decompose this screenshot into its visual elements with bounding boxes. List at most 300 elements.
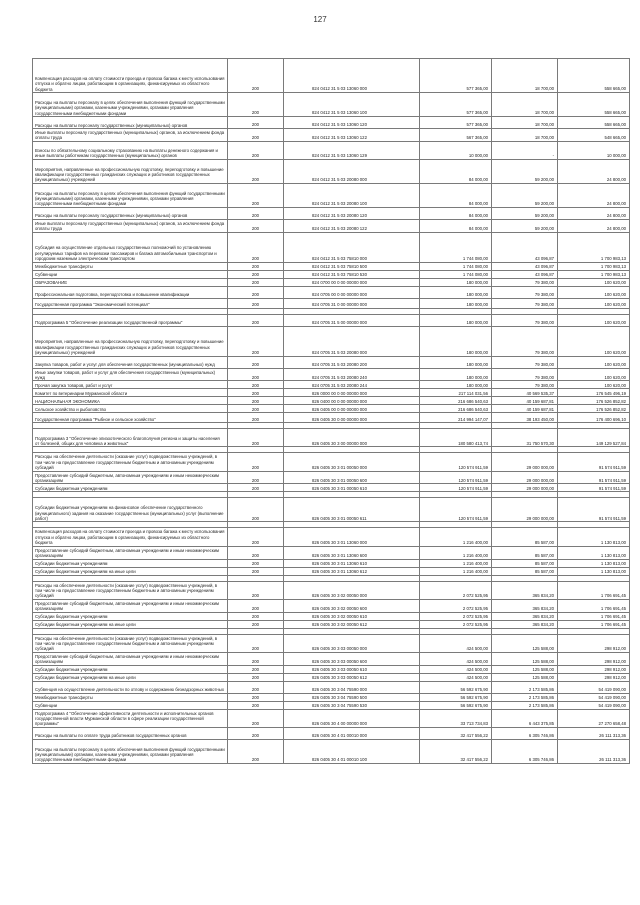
table-row xyxy=(33,389,630,397)
table-row xyxy=(33,368,630,381)
table-row xyxy=(33,413,630,423)
table-row xyxy=(33,681,630,693)
row-line-code-cell: 200 xyxy=(228,262,284,270)
row-budget-code-cell: 826 0405 30 3 03 00050 000 xyxy=(284,634,420,652)
row-unexecuted-amount-cell: 1 130 813,00 xyxy=(558,546,630,559)
row-executed-amount-cell: 6 305 746,86 xyxy=(492,739,558,763)
row-unexecuted-amount-cell: 10 000,00 xyxy=(558,141,630,159)
table-row xyxy=(33,727,630,739)
row-approved-amount-cell: 567 365,00 xyxy=(420,129,492,142)
row-line-code-cell: 200 xyxy=(228,739,284,763)
row-budget-code-cell: 824 0412 31 5 03 75810 000 xyxy=(284,232,420,262)
row-unexecuted-amount-cell: 1 700 983,13 xyxy=(558,232,630,262)
row-name-cell: Подпрограмма 3 "Обеспечение эпизоотического благополучия региона и защиты населения от болезней, общих для человека и животных" xyxy=(33,429,228,447)
row-executed-amount-cell: 31 750 570,30 xyxy=(492,429,558,447)
row-budget-code-cell: 826 0405 30 3 01 13060 610 xyxy=(284,559,420,567)
row-executed-amount-cell: 43 096,87 xyxy=(492,270,558,278)
row-unexecuted-amount-cell: 91 574 911,59 xyxy=(558,498,630,522)
table-row xyxy=(33,298,630,308)
row-name-cell: Подпрограмма 5 "Обеспечение реализации государственной программы" xyxy=(33,314,228,326)
row-executed-amount-cell: 43 096,87 xyxy=(492,262,558,270)
row-approved-amount-cell: 1 744 080,00 xyxy=(420,270,492,278)
row-name-cell: Прочая закупка товаров, работ и услуг xyxy=(33,381,228,389)
table-row xyxy=(33,141,630,159)
table-row xyxy=(33,693,630,701)
row-name-cell: Взносы по обязательному социальному страхованию на выплаты денежного содержания и иные выплаты работникам государственных (муниципальных) органов xyxy=(33,141,228,159)
row-unexecuted-amount-cell: 1 706 691,45 xyxy=(558,620,630,628)
row-unexecuted-amount-cell: 548 665,00 xyxy=(558,129,630,142)
row-budget-code-cell: 826 0405 30 4 01 00010 000 xyxy=(284,727,420,739)
table-row xyxy=(33,701,630,709)
row-executed-amount-cell: 29 000 000,00 xyxy=(492,498,558,522)
row-line-code-cell: 200 xyxy=(228,93,284,117)
row-line-code-cell: 200 xyxy=(228,368,284,381)
row-budget-code-cell: 824 0705 31 0 00 00000 000 xyxy=(284,298,420,308)
row-executed-amount-cell: 29 000 000,00 xyxy=(492,471,558,484)
row-executed-amount-cell: 40 569 535,37 xyxy=(492,389,558,397)
row-unexecuted-amount-cell: 26 111 313,36 xyxy=(558,727,630,739)
row-executed-amount-cell: 365 834,20 xyxy=(492,581,558,599)
row-executed-amount-cell: 85 587,00 xyxy=(492,559,558,567)
row-line-code-cell: 200 xyxy=(228,298,284,308)
row-line-code-cell: 200 xyxy=(228,709,284,727)
row-line-code-cell: 200 xyxy=(228,453,284,471)
row-line-code-cell: 200 xyxy=(228,159,284,183)
row-name-cell: Субсидии бюджетным учреждениям xyxy=(33,484,228,492)
row-name-cell: Иные выплаты персоналу государственных (муниципальных) органов, за исключением фонда оплаты труда xyxy=(33,219,228,232)
table-row xyxy=(33,117,630,129)
row-budget-code-cell: 826 0405 30 3 04 75590 530 xyxy=(284,701,420,709)
row-budget-code-cell: 824 0412 31 5 03 13060 122 xyxy=(284,129,420,142)
row-line-code-cell: 200 xyxy=(228,286,284,298)
row-executed-amount-cell: 365 834,20 xyxy=(492,599,558,612)
table-body xyxy=(33,59,630,764)
row-unexecuted-amount-cell: 298 912,00 xyxy=(558,652,630,665)
row-executed-amount-cell: 59 200,00 xyxy=(492,183,558,207)
row-name-cell: Государственная программа "Рыбное и сельское хозяйство" xyxy=(33,413,228,423)
row-name-cell: Расходы на выплаты персоналу в целях обеспечения выполнения функций государственными (муниципальными) органами, казенными учреждениями, органами управления государственными внебюджетными фондами xyxy=(33,183,228,207)
table-row xyxy=(33,665,630,673)
row-name-cell: Расходы на обеспечение деятельности (оказание услуг) подведомственных учреждений, в том числе на предоставление государственным бюджетным и автономным учреждениям субсидий xyxy=(33,453,228,471)
row-line-code-cell: 200 xyxy=(228,484,284,492)
row-unexecuted-amount-cell: 298 912,00 xyxy=(558,673,630,681)
row-name-cell: Предоставление субсидий бюджетным, автономным учреждениям и иным некоммерческим организациям xyxy=(33,599,228,612)
row-budget-code-cell: 826 0405 30 3 02 00050 612 xyxy=(284,620,420,628)
row-name-cell: Комитет по ветеринарии Мурманской области xyxy=(33,389,228,397)
row-unexecuted-amount-cell: 558 665,00 xyxy=(558,59,630,93)
row-executed-amount-cell: 125 588,00 xyxy=(492,652,558,665)
row-line-code-cell: 200 xyxy=(228,673,284,681)
table-row xyxy=(33,652,630,665)
row-name-cell: Расходы на выплаты персоналу государственных (муниципальных) органов xyxy=(33,207,228,219)
budget-execution-table xyxy=(32,58,630,764)
row-executed-amount-cell: 79 380,00 xyxy=(492,314,558,326)
row-unexecuted-amount-cell: 298 912,00 xyxy=(558,634,630,652)
row-executed-amount-cell: 2 173 585,86 xyxy=(492,693,558,701)
table-row xyxy=(33,381,630,389)
row-approved-amount-cell: 214 994 147,07 xyxy=(420,413,492,423)
table-row xyxy=(33,326,630,356)
row-executed-amount-cell: 79 380,00 xyxy=(492,356,558,368)
row-executed-amount-cell: 40 159 687,81 xyxy=(492,397,558,405)
row-budget-code-cell: 824 0700 00 0 00 00000 000 xyxy=(284,278,420,286)
row-unexecuted-amount-cell: 1 706 691,45 xyxy=(558,599,630,612)
row-name-cell: Субсидии бюджетным учреждениям xyxy=(33,612,228,620)
row-unexecuted-amount-cell: 26 111 313,36 xyxy=(558,739,630,763)
table-row xyxy=(33,484,630,492)
row-executed-amount-cell: 125 588,00 xyxy=(492,634,558,652)
row-line-code-cell: 200 xyxy=(228,498,284,522)
row-name-cell: Субсидии бюджетным учреждениям xyxy=(33,559,228,567)
row-name-cell: Компенсация расходов на оплату стоимости проезда и провоза багажа к месту использования отпуска и обратно лицам, работающим в организациях, финансируемых из областного бюджета xyxy=(33,528,228,546)
table-row xyxy=(33,559,630,567)
row-name-cell: Предоставление субсидий бюджетным, автономным учреждениям и иным некоммерческим организациям xyxy=(33,471,228,484)
row-unexecuted-amount-cell: 100 620,00 xyxy=(558,381,630,389)
row-line-code-cell: 200 xyxy=(228,141,284,159)
row-line-code-cell: 200 xyxy=(228,278,284,286)
table-row xyxy=(33,262,630,270)
row-name-cell: Подпрограмма 4 "Обеспечение эффективности деятельности и исполнительных органов государственной власти Мурманской области в сфере реализации государственной программы" xyxy=(33,709,228,727)
row-unexecuted-amount-cell: 1 130 813,00 xyxy=(558,559,630,567)
row-approved-amount-cell: 216 686 540,63 xyxy=(420,405,492,413)
row-executed-amount-cell: 79 380,00 xyxy=(492,286,558,298)
table-row xyxy=(33,183,630,207)
row-unexecuted-amount-cell: 24 800,00 xyxy=(558,207,630,219)
table-row xyxy=(33,739,630,763)
row-line-code-cell: 200 xyxy=(228,405,284,413)
row-line-code-cell: 200 xyxy=(228,117,284,129)
row-line-code-cell: 200 xyxy=(228,381,284,389)
row-unexecuted-amount-cell: 100 620,00 xyxy=(558,326,630,356)
row-line-code-cell: 200 xyxy=(228,546,284,559)
row-approved-amount-cell: 180 000,00 xyxy=(420,298,492,308)
row-line-code-cell: 200 xyxy=(228,612,284,620)
row-approved-amount-cell: 2 072 525,95 xyxy=(420,620,492,628)
row-approved-amount-cell: 180 000,00 xyxy=(420,278,492,286)
row-name-cell: Государственная программа "Экономический потенциал" xyxy=(33,298,228,308)
row-unexecuted-amount-cell: 298 912,00 xyxy=(558,665,630,673)
row-approved-amount-cell: 32 417 556,22 xyxy=(420,727,492,739)
row-unexecuted-amount-cell: 176 526 852,82 xyxy=(558,405,630,413)
row-approved-amount-cell: 1 744 080,00 xyxy=(420,262,492,270)
row-executed-amount-cell: 85 587,00 xyxy=(492,528,558,546)
row-approved-amount-cell: 577 365,00 xyxy=(420,59,492,93)
row-approved-amount-cell: 2 072 525,95 xyxy=(420,599,492,612)
row-approved-amount-cell: 577 365,00 xyxy=(420,93,492,117)
table-row xyxy=(33,709,630,727)
table-row xyxy=(33,159,630,183)
row-line-code-cell: 200 xyxy=(228,429,284,447)
row-name-cell: Мероприятия, направленные на профессиональную подготовку, переподготовку и повышение квалификации государственных гражданских служащих и работников государственных (муниципальных) учреждений xyxy=(33,326,228,356)
row-executed-amount-cell: 18 700,00 xyxy=(492,93,558,117)
row-name-cell: Мероприятия, направленные на профессиональную подготовку, переподготовку и повышение квалификации государственных гражданских служащих и работников государственных (муниципальных) учреждений xyxy=(33,159,228,183)
row-line-code-cell: 200 xyxy=(228,581,284,599)
row-budget-code-cell: 826 0405 30 4 01 00010 100 xyxy=(284,739,420,763)
row-approved-amount-cell: 84 000,00 xyxy=(420,219,492,232)
row-executed-amount-cell: 125 588,00 xyxy=(492,673,558,681)
row-budget-code-cell: 826 0405 30 0 00 00000 000 xyxy=(284,413,420,423)
row-approved-amount-cell: 424 500,00 xyxy=(420,673,492,681)
row-budget-code-cell: 824 0705 00 0 00 00000 000 xyxy=(284,286,420,298)
row-unexecuted-amount-cell: 1 700 983,13 xyxy=(558,270,630,278)
row-approved-amount-cell: 1 216 400,00 xyxy=(420,567,492,575)
row-executed-amount-cell: 79 380,00 xyxy=(492,278,558,286)
row-unexecuted-amount-cell: 100 620,00 xyxy=(558,368,630,381)
row-executed-amount-cell: 18 700,00 xyxy=(492,117,558,129)
table-row xyxy=(33,314,630,326)
row-approved-amount-cell: 32 417 556,22 xyxy=(420,739,492,763)
row-budget-code-cell: 824 0705 31 5 00 00000 000 xyxy=(284,314,420,326)
row-unexecuted-amount-cell: 1 706 691,45 xyxy=(558,581,630,599)
row-approved-amount-cell: 10 000,00 xyxy=(420,141,492,159)
row-unexecuted-amount-cell: 558 665,00 xyxy=(558,117,630,129)
row-name-cell: Межбюджетные трансферты xyxy=(33,262,228,270)
table-row xyxy=(33,429,630,447)
row-line-code-cell: 200 xyxy=(228,129,284,142)
row-unexecuted-amount-cell: 24 800,00 xyxy=(558,219,630,232)
row-approved-amount-cell: 1 216 400,00 xyxy=(420,528,492,546)
row-line-code-cell: 200 xyxy=(228,681,284,693)
row-unexecuted-amount-cell: 91 574 911,59 xyxy=(558,484,630,492)
table-row xyxy=(33,405,630,413)
row-budget-code-cell: 826 0405 00 0 00 00000 000 xyxy=(284,405,420,413)
row-name-cell: Субсидии бюджетным учреждениям на финансовое обеспечение государственного (муниципального) задания на оказание государственных (муниципальных) услуг (выполнение работ) xyxy=(33,498,228,522)
row-budget-code-cell: 824 0705 31 5 03 20080 200 xyxy=(284,356,420,368)
row-name-cell: Закупка товаров, работ и услуг для обеспечения государственных (муниципальных) нужд xyxy=(33,356,228,368)
row-line-code-cell: 200 xyxy=(228,693,284,701)
row-executed-amount-cell: 85 587,00 xyxy=(492,546,558,559)
row-budget-code-cell: 824 0412 31 5 03 75810 530 xyxy=(284,270,420,278)
row-budget-code-cell: 824 0412 31 5 03 20080 000 xyxy=(284,159,420,183)
row-unexecuted-amount-cell: 176 400 696,10 xyxy=(558,413,630,423)
row-approved-amount-cell: 180 000,00 xyxy=(420,368,492,381)
row-approved-amount-cell: 1 744 080,00 xyxy=(420,232,492,262)
table-row xyxy=(33,453,630,471)
row-line-code-cell: 200 xyxy=(228,567,284,575)
table-row xyxy=(33,599,630,612)
row-unexecuted-amount-cell: 27 270 658,48 xyxy=(558,709,630,727)
row-approved-amount-cell: 56 592 675,90 xyxy=(420,693,492,701)
row-approved-amount-cell: 424 500,00 xyxy=(420,634,492,652)
row-budget-code-cell: 826 0400 00 0 00 00000 000 xyxy=(284,397,420,405)
row-executed-amount-cell: 40 159 687,81 xyxy=(492,405,558,413)
table-row xyxy=(33,232,630,262)
table-row xyxy=(33,498,630,522)
row-budget-code-cell: 824 0705 31 5 03 20080 244 xyxy=(284,381,420,389)
row-name-cell: ОБРАЗОВАНИЕ xyxy=(33,278,228,286)
row-name-cell: Расходы на обеспечение деятельности (оказание услуг) подведомственных учреждений, в том числе на предоставление государственным бюджетным и автономным учреждениям субсидий xyxy=(33,634,228,652)
row-line-code-cell: 200 xyxy=(228,356,284,368)
table-row xyxy=(33,219,630,232)
row-executed-amount-cell: 18 700,00 xyxy=(492,59,558,93)
row-line-code-cell: 200 xyxy=(228,389,284,397)
row-unexecuted-amount-cell: 91 574 911,59 xyxy=(558,453,630,471)
table-row xyxy=(33,59,630,93)
row-line-code-cell: 200 xyxy=(228,559,284,567)
row-name-cell: Расходы на обеспечение деятельности (оказание услуг) подведомственных учреждений, в том числе на предоставление государственным бюджетным и автономным учреждениям субсидий xyxy=(33,581,228,599)
table-row xyxy=(33,286,630,298)
row-approved-amount-cell: 216 686 540,63 xyxy=(420,397,492,405)
row-budget-code-cell: 826 0405 30 3 01 00050 611 xyxy=(284,498,420,522)
row-approved-amount-cell: 2 072 525,95 xyxy=(420,612,492,620)
row-unexecuted-amount-cell: 1 130 813,00 xyxy=(558,528,630,546)
row-unexecuted-amount-cell: 1 130 813,00 xyxy=(558,567,630,575)
row-unexecuted-amount-cell: 100 620,00 xyxy=(558,314,630,326)
row-budget-code-cell: 824 0705 31 5 03 20080 240 xyxy=(284,368,420,381)
row-approved-amount-cell: 180 000,00 xyxy=(420,381,492,389)
row-unexecuted-amount-cell: 24 800,00 xyxy=(558,159,630,183)
table-row xyxy=(33,581,630,599)
row-executed-amount-cell: 6 443 375,85 xyxy=(492,709,558,727)
row-name-cell: Субвенции xyxy=(33,270,228,278)
row-budget-code-cell: 826 0405 30 3 01 13060 612 xyxy=(284,567,420,575)
row-approved-amount-cell: 120 574 911,59 xyxy=(420,471,492,484)
row-executed-amount-cell: - xyxy=(492,141,558,159)
row-unexecuted-amount-cell: 100 620,00 xyxy=(558,356,630,368)
row-executed-amount-cell: 2 173 585,86 xyxy=(492,681,558,693)
row-unexecuted-amount-cell: 100 620,00 xyxy=(558,298,630,308)
row-executed-amount-cell: 59 200,00 xyxy=(492,219,558,232)
row-budget-code-cell: 824 0412 31 5 03 75810 500 xyxy=(284,262,420,270)
row-name-cell: Межбюджетные трансферты xyxy=(33,693,228,701)
row-executed-amount-cell: 79 380,00 xyxy=(492,368,558,381)
row-name-cell: Иные закупки товаров, работ и услуг для обеспечения государственных (муниципальных) нужд xyxy=(33,368,228,381)
row-name-cell: Расходы на выплаты персоналу в целях обеспечения выполнения функций государственными (муниципальными) органами, казенными учреждениями, органами управления государственными внебюджетными фондами xyxy=(33,93,228,117)
row-line-code-cell: 200 xyxy=(228,232,284,262)
row-budget-code-cell: 826 0405 30 3 03 00050 612 xyxy=(284,673,420,681)
row-line-code-cell: 200 xyxy=(228,314,284,326)
row-executed-amount-cell: 29 000 000,00 xyxy=(492,453,558,471)
row-approved-amount-cell: 217 114 031,56 xyxy=(420,389,492,397)
row-line-code-cell: 200 xyxy=(228,413,284,423)
row-line-code-cell: 200 xyxy=(228,219,284,232)
row-executed-amount-cell: 125 588,00 xyxy=(492,665,558,673)
row-budget-code-cell: 824 0412 31 5 03 13060 100 xyxy=(284,93,420,117)
row-executed-amount-cell: 365 834,20 xyxy=(492,620,558,628)
row-approved-amount-cell: 1 216 400,00 xyxy=(420,559,492,567)
row-name-cell: Предоставление субсидий бюджетным, автономным учреждениям и иным некоммерческим организациям xyxy=(33,652,228,665)
row-name-cell: Иные выплаты персоналу государственных (муниципальных) органов, за исключением фонда оплаты труда xyxy=(33,129,228,142)
row-executed-amount-cell: 6 305 746,86 xyxy=(492,727,558,739)
row-budget-code-cell: 826 0405 30 4 00 00000 000 xyxy=(284,709,420,727)
table-row xyxy=(33,356,630,368)
table-row xyxy=(33,567,630,575)
row-approved-amount-cell: 56 592 675,90 xyxy=(420,681,492,693)
row-approved-amount-cell: 56 592 675,90 xyxy=(420,701,492,709)
row-budget-code-cell: 824 0412 31 5 03 13060 120 xyxy=(284,117,420,129)
row-line-code-cell: 200 xyxy=(228,207,284,219)
table-row xyxy=(33,546,630,559)
table-row xyxy=(33,528,630,546)
row-unexecuted-amount-cell: 176 545 496,19 xyxy=(558,389,630,397)
row-name-cell: Профессиональная подготовка, переподготовка и повышение квалификации xyxy=(33,286,228,298)
row-approved-amount-cell: 180 000,00 xyxy=(420,314,492,326)
row-name-cell: Субвенции xyxy=(33,701,228,709)
row-unexecuted-amount-cell: 54 419 090,00 xyxy=(558,701,630,709)
row-unexecuted-amount-cell: 100 620,00 xyxy=(558,278,630,286)
row-approved-amount-cell: 180 000,00 xyxy=(420,326,492,356)
row-approved-amount-cell: 577 365,00 xyxy=(420,117,492,129)
row-unexecuted-amount-cell: 91 574 911,59 xyxy=(558,471,630,484)
row-budget-code-cell: 824 0412 31 5 03 20080 122 xyxy=(284,219,420,232)
row-unexecuted-amount-cell: 176 526 852,82 xyxy=(558,397,630,405)
table-row xyxy=(33,278,630,286)
row-name-cell: Расходы на выплаты по оплате труда работников государственных органов xyxy=(33,727,228,739)
table-row xyxy=(33,634,630,652)
row-approved-amount-cell: 84 000,00 xyxy=(420,183,492,207)
row-unexecuted-amount-cell: 149 129 527,84 xyxy=(558,429,630,447)
row-approved-amount-cell: 84 000,00 xyxy=(420,159,492,183)
row-budget-code-cell: 826 0405 30 3 02 00050 600 xyxy=(284,599,420,612)
row-executed-amount-cell: 59 200,00 xyxy=(492,159,558,183)
row-executed-amount-cell: 59 200,00 xyxy=(492,207,558,219)
row-approved-amount-cell: 180 000,00 xyxy=(420,286,492,298)
row-approved-amount-cell: 120 574 911,59 xyxy=(420,484,492,492)
row-budget-code-cell: 826 0405 30 3 02 00050 000 xyxy=(284,581,420,599)
row-executed-amount-cell: 79 380,00 xyxy=(492,326,558,356)
table-row xyxy=(33,612,630,620)
row-name-cell: Субвенция на осуществление деятельности по отлову и содержанию безнадзорных животных xyxy=(33,681,228,693)
row-approved-amount-cell: 424 500,00 xyxy=(420,652,492,665)
row-approved-amount-cell: 1 216 400,00 xyxy=(420,546,492,559)
row-unexecuted-amount-cell: 1 700 983,13 xyxy=(558,262,630,270)
row-line-code-cell: 200 xyxy=(228,326,284,356)
row-executed-amount-cell: 29 000 000,00 xyxy=(492,484,558,492)
row-name-cell: Субсидии бюджетным учреждениям xyxy=(33,665,228,673)
row-approved-amount-cell: 33 713 734,83 xyxy=(420,709,492,727)
row-name-cell: Расходы на выплаты персоналу государственных (муниципальных) органов xyxy=(33,117,228,129)
row-budget-code-cell: 824 0412 31 5 03 13060 129 xyxy=(284,141,420,159)
row-budget-code-cell: 826 0405 30 3 01 13060 000 xyxy=(284,528,420,546)
row-budget-code-cell: 826 0405 30 3 04 75590 000 xyxy=(284,681,420,693)
table-row xyxy=(33,620,630,628)
row-budget-code-cell: 824 0705 31 5 03 20080 000 xyxy=(284,326,420,356)
row-unexecuted-amount-cell: 24 800,00 xyxy=(558,183,630,207)
row-budget-code-cell: 826 0405 30 3 04 75590 500 xyxy=(284,693,420,701)
row-line-code-cell: 200 xyxy=(228,652,284,665)
row-approved-amount-cell: 120 574 911,59 xyxy=(420,498,492,522)
table-row xyxy=(33,270,630,278)
row-executed-amount-cell: 365 834,20 xyxy=(492,612,558,620)
row-budget-code-cell: 826 0405 30 3 03 00050 610 xyxy=(284,665,420,673)
row-executed-amount-cell: 79 380,00 xyxy=(492,381,558,389)
row-line-code-cell: 200 xyxy=(228,59,284,93)
row-approved-amount-cell: 180 580 413,74 xyxy=(420,429,492,447)
row-executed-amount-cell: 43 096,87 xyxy=(492,232,558,262)
table-row xyxy=(33,207,630,219)
row-line-code-cell: 200 xyxy=(228,727,284,739)
row-line-code-cell: 200 xyxy=(228,665,284,673)
row-executed-amount-cell: 38 193 450,00 xyxy=(492,413,558,423)
row-approved-amount-cell: 2 072 525,95 xyxy=(420,581,492,599)
row-budget-code-cell: 826 0000 00 0 00 00000 000 xyxy=(284,389,420,397)
row-line-code-cell: 200 xyxy=(228,183,284,207)
row-name-cell: Субсидии бюджетным учреждениям на иные цели xyxy=(33,567,228,575)
row-line-code-cell: 200 xyxy=(228,397,284,405)
row-line-code-cell: 200 xyxy=(228,620,284,628)
row-unexecuted-amount-cell: 1 706 691,45 xyxy=(558,612,630,620)
row-name-cell: Субсидия на осуществление отдельных государственных полномочий по установлению регулируемых тарифов на перевозки пассажиров и багажа автомобильным транспортом и городским наземным электрическим транспортом xyxy=(33,232,228,262)
row-name-cell: Сельское хозяйство и рыболовство xyxy=(33,405,228,413)
row-unexecuted-amount-cell: 54 419 090,00 xyxy=(558,681,630,693)
page-number: 127 xyxy=(313,15,327,24)
row-line-code-cell: 200 xyxy=(228,270,284,278)
row-budget-code-cell: 826 0405 30 3 01 00050 000 xyxy=(284,453,420,471)
row-budget-code-cell: 826 0405 30 3 01 13060 600 xyxy=(284,546,420,559)
table-row xyxy=(33,673,630,681)
row-unexecuted-amount-cell: 54 419 090,00 xyxy=(558,693,630,701)
row-name-cell: Расходы на выплаты персоналу в целях обеспечения выполнения функций государственными (муниципальными) органами, казенными учреждениями, органами управления государственными внебюджетными фондами xyxy=(33,739,228,763)
